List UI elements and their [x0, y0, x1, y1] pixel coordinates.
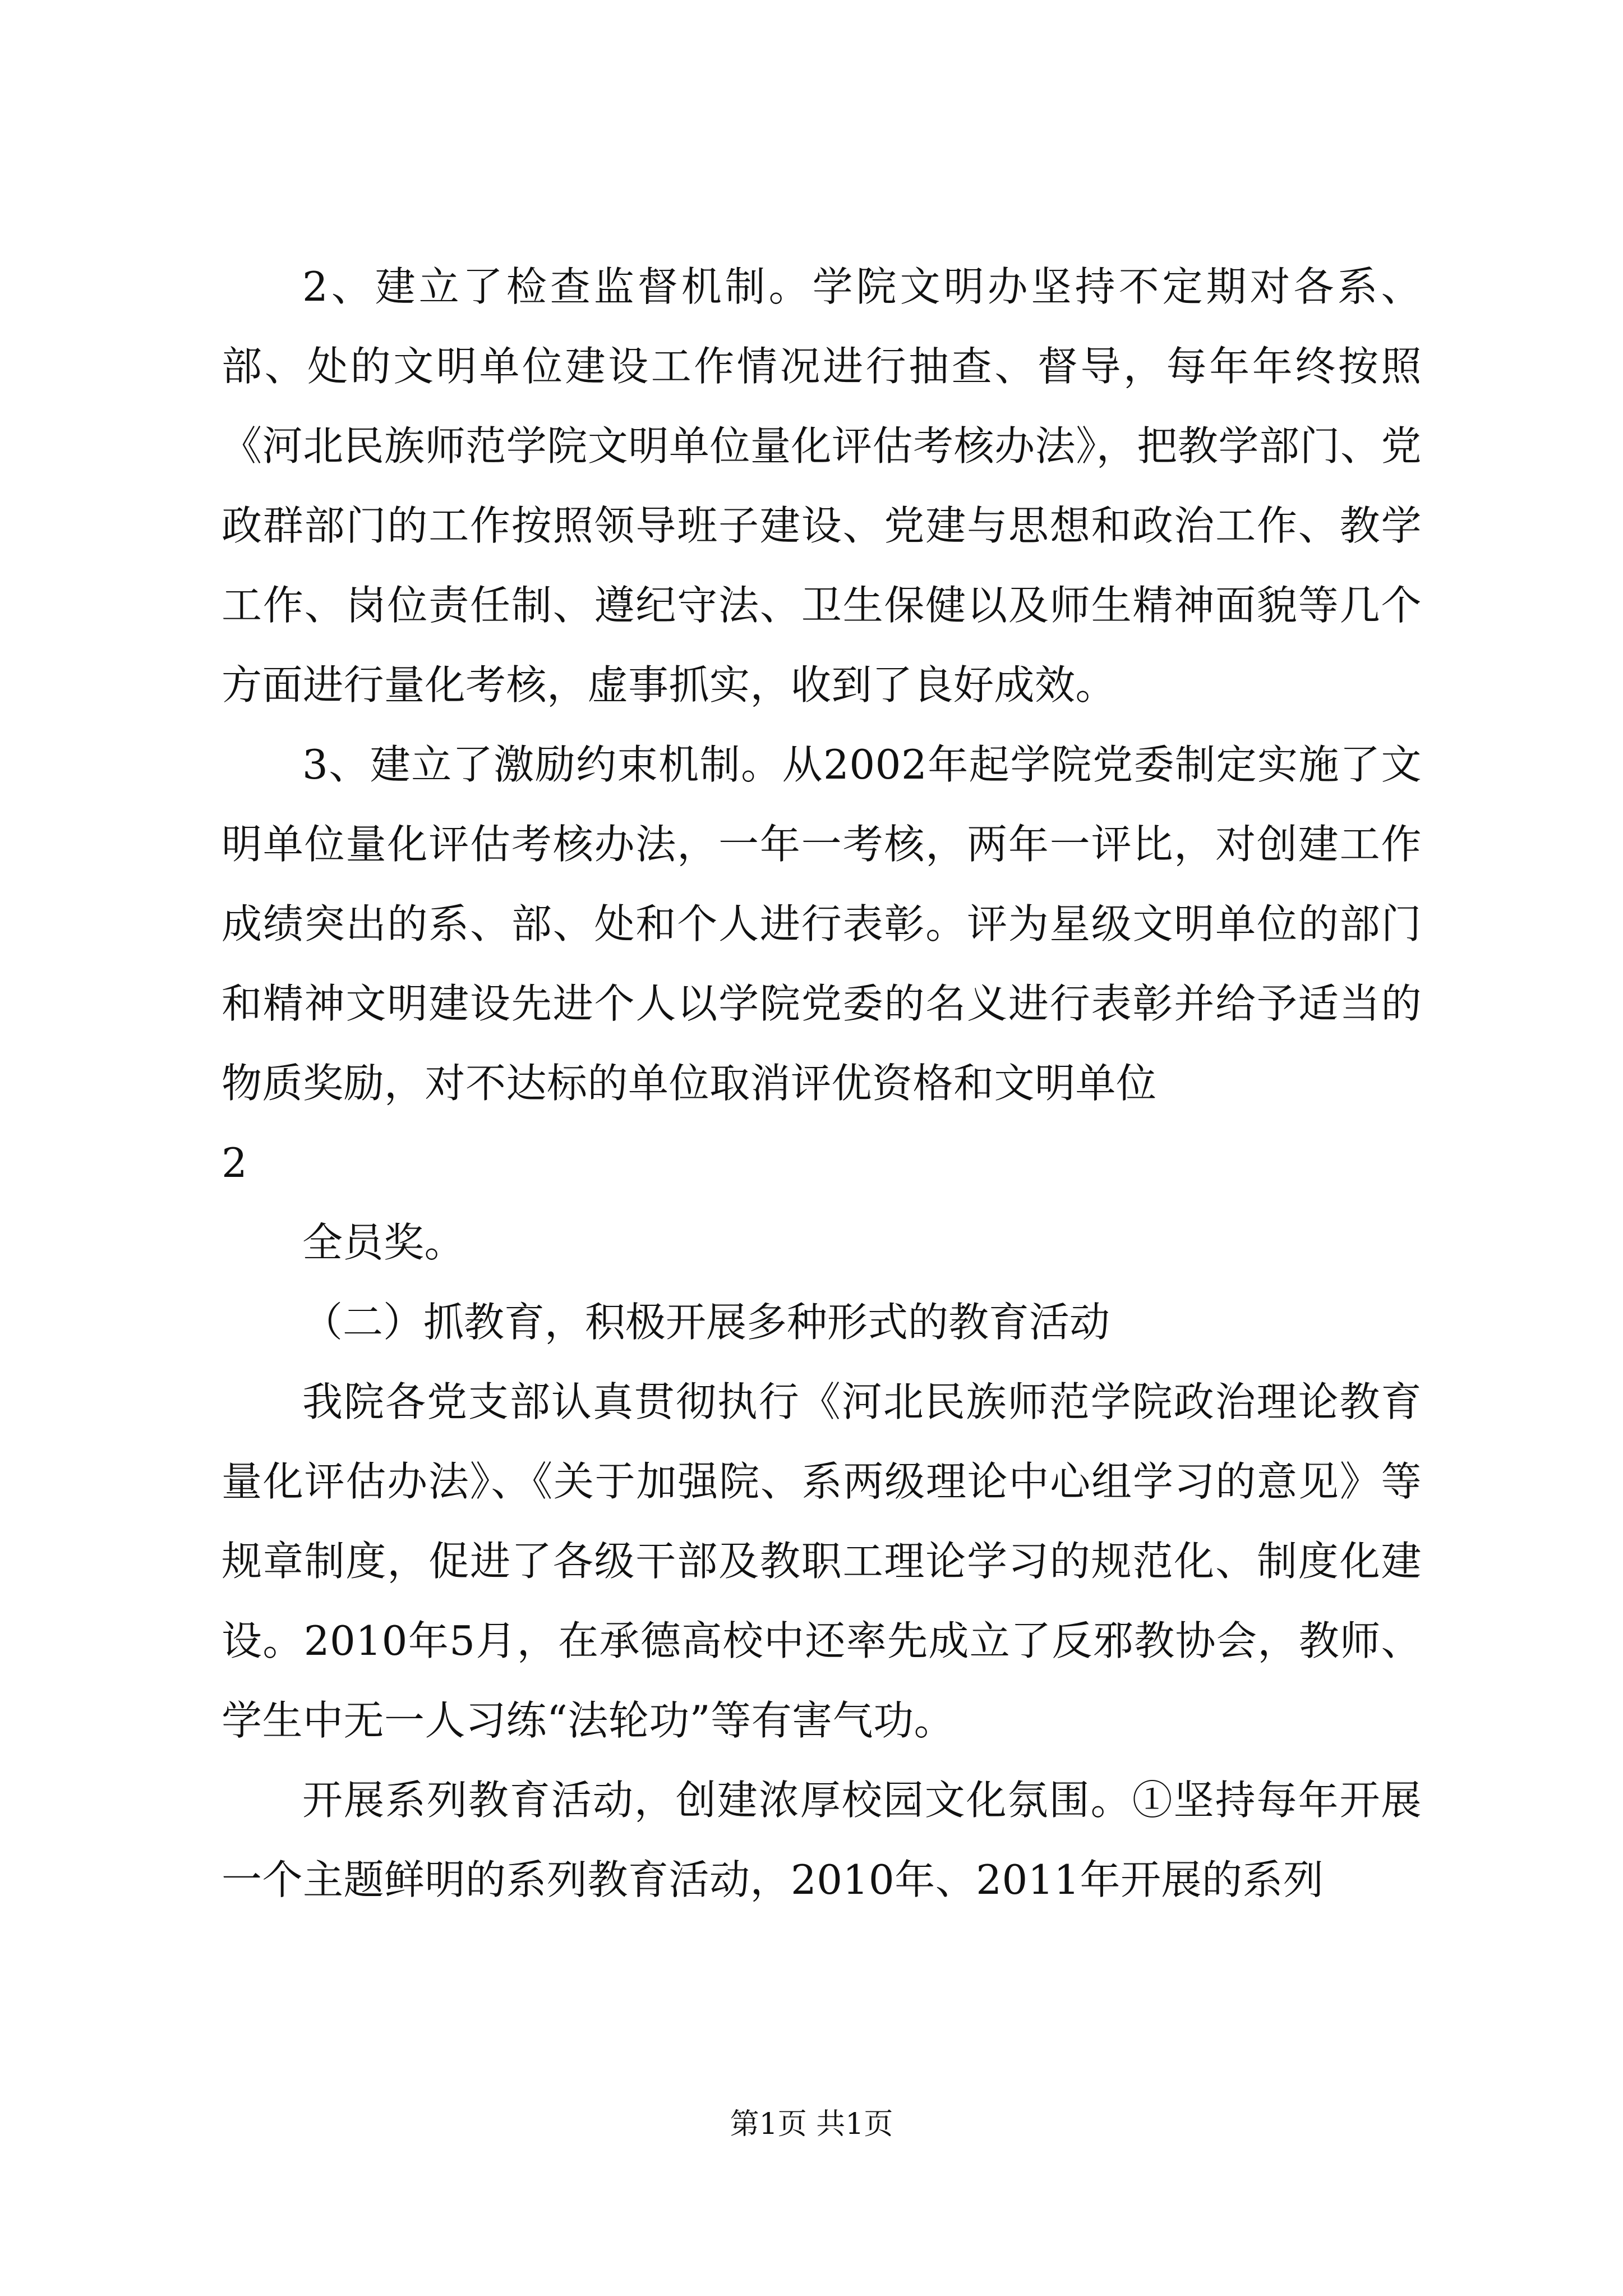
- paragraph-continuation: 全员奖。: [302, 1219, 465, 1266]
- paragraph-supervision-mechanism: 2、建立了检查监督机制。学院文明办坚持不定期对各系、部、处的文明单位建设工作情况进行抽查、督导，每年年终按照《河北民族师范学院文明单位量化评估考核办法》，把教学部门、党政群部门的工作按照领导班子建设、党建与思想和政治工作、教学工作、岗位责任制、遵纪守法、卫生保健以及师生精神面貌等几个方面进行量化考核，虚事抓实，收到了良好成效。: [222, 263, 1422, 708]
- section-heading: （二）抓教育，积极开展多种形式的教育活动: [302, 1299, 1110, 1346]
- document-body: [222, 247, 1422, 1920]
- inline-page-number: 2: [222, 1139, 247, 1186]
- paragraph-incentive-mechanism: 3、建立了激励约束机制。从2002年起学院党委制定实施了文明单位量化评估考核办法，一年一考核，两年一评比，对创建工作成绩突出的系、部、处和个人进行表彰。评为星级文明单位的部门和精神文明建设先进个人以学院党委的名义进行表彰并给予适当的物质奖励，对不达标的单位取消评优资格和文明单位: [222, 741, 1422, 1107]
- page-footer: 第1页 共1页: [730, 2108, 893, 2141]
- paragraph-theory-study: 我院各党支部认真贯彻执行《河北民族师范学院政治理论教育量化评估办法》、《关于加强院、系两级理论中心组学习的意见》等规章制度，促进了各级干部及教职工理论学习的规范化、制度化建设。2010年5月，在承德高校中还率先成立了反邪教协会，教师、学生中无一人习练“法轮功”等有害气功。: [222, 1378, 1422, 1744]
- paragraph-education-activities: 开展系列教育活动，创建浓厚校园文化氛围。①坚持每年开展一个主题鲜明的系列教育活动，2010年、2011年开展的系列: [222, 1777, 1422, 1903]
